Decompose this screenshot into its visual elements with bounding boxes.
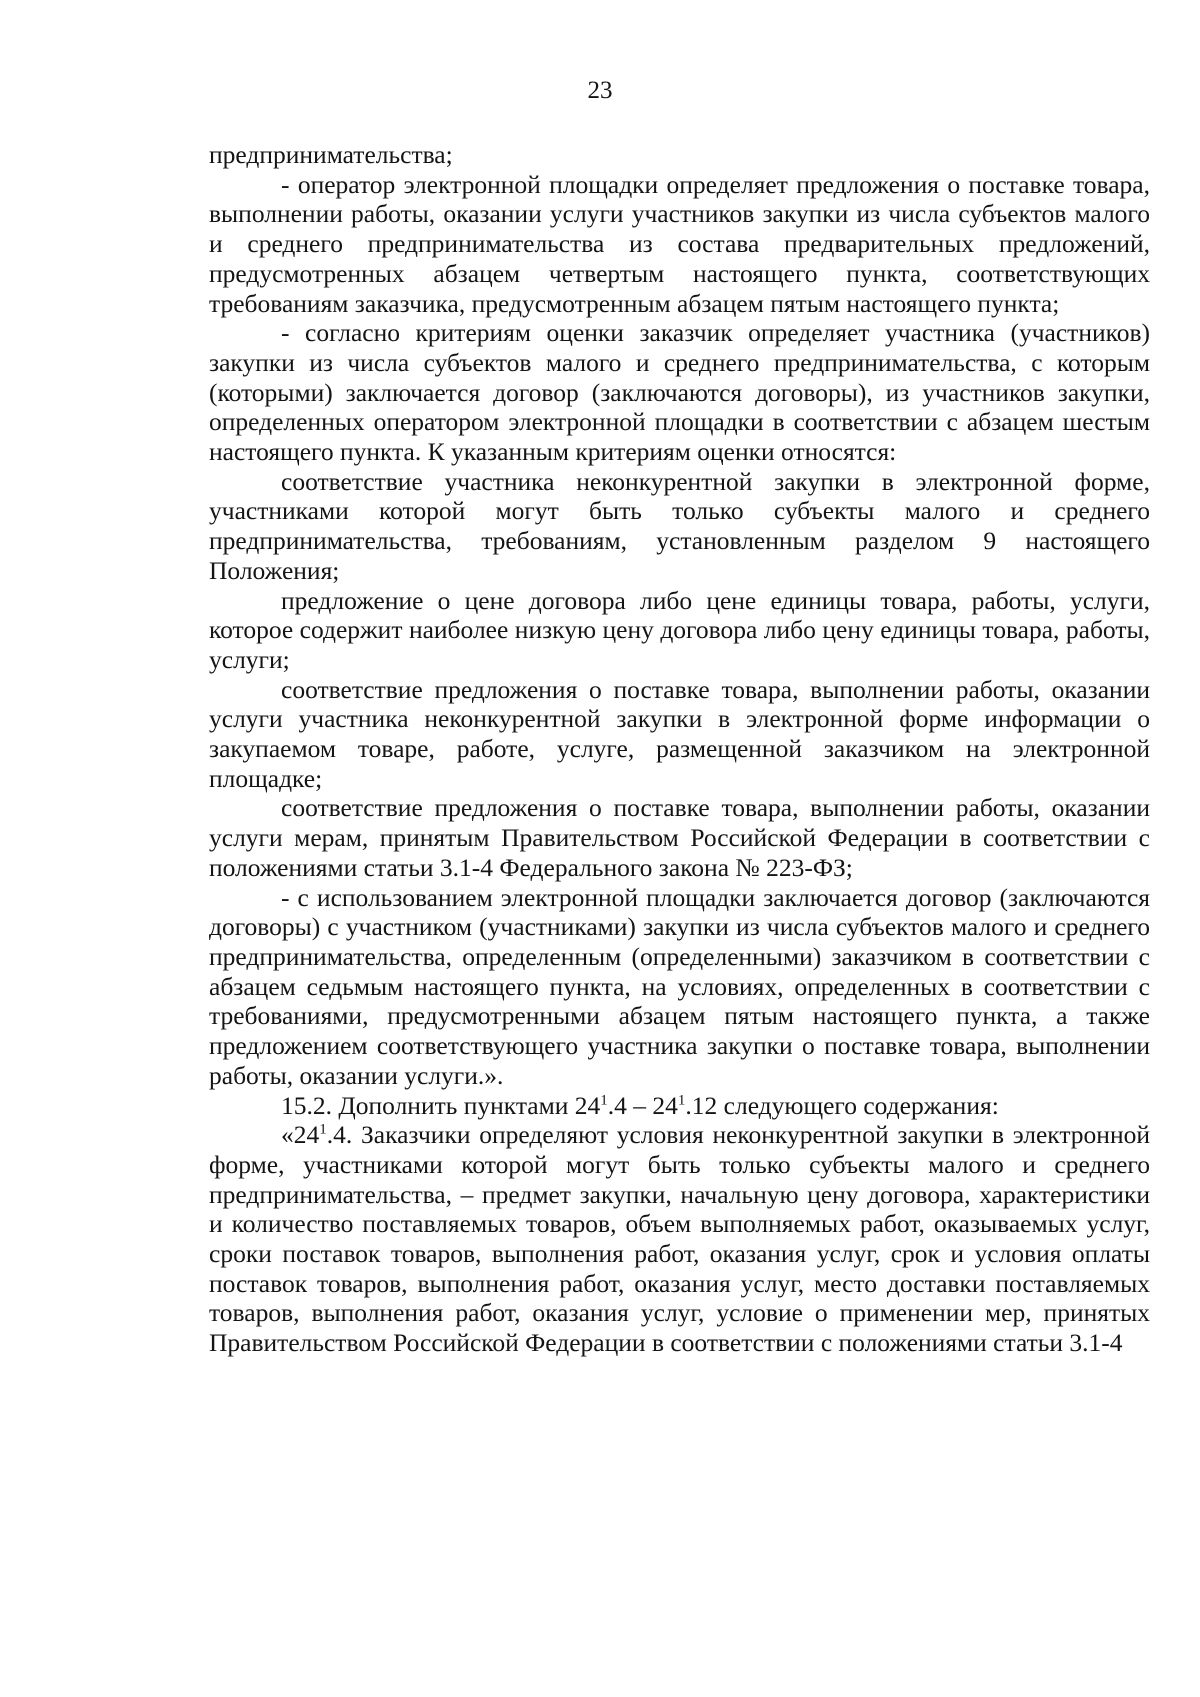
- paragraph-7: соответствие предложения о поставке товара, выполнении работы, оказании услуги мерам, принятым Правительством Российской Федерации в соответствии с положениями статьи 3.1-4 Федерального закона № 223-ФЗ;: [209, 793, 1150, 882]
- p24-superscript: 1: [319, 1121, 327, 1138]
- p15-2-part-c: .12 следующего содержания:: [685, 1090, 999, 1120]
- paragraph-6: соответствие предложения о поставке товара, выполнении работы, оказании услуги участника неконкурентной закупки в электронной форме информации о закупаемом товаре, работе, услуге, размещенной заказчиком на электронной площадке;: [209, 674, 1150, 793]
- paragraph-3: - согласно критериям оценки заказчик определяет участника (участников) закупки из числа субъектов малого и среднего предпринимательства, с которым (которыми) заключается договор (заключаются договоры), из участников закупки, определенных оператором электронной площадки в соответствии с абзацем шестым настоящего пункта. К указанным критериям оценки относятся:: [209, 318, 1150, 467]
- p15-2-part-a: 15.2. Дополнить пунктами 24: [281, 1090, 601, 1120]
- paragraph-2: - оператор электронной площадки определяет предложения о поставке товара, выполнении работы, оказании услуги участников закупки из числа субъектов малого и среднего предпринимательства из состава предварительных предложений, предусмотренных абзацем четвертым настоящего пункта, соответствующих требованиям заказчика, предусмотренным абзацем пятым настоящего пункта;: [209, 169, 1150, 318]
- paragraph-4: соответствие участника неконкурентной закупки в электронной форме, участниками которой могут быть только субъекты малого и среднего предпринимательства, требованиям, установленным разделом 9 настоящего Положения;: [209, 466, 1150, 585]
- p24-part-b: .4. Заказчики определяют условия неконкурентной закупки в электронной форме, участниками которой могут быть только субъекты малого и среднего предпринимательства, – предмет закупки, начальную цену договора, характеристики и количество поставляемых товаров, объем выполняемых работ, оказываемых услуг, сроки поставок товаров, выполнения работ, оказания услуг, срок и условия оплаты поставок товаров, выполнения работ, оказания услуг, место доставки поставляемых товаров, выполнения работ, оказания услуг, условие о применении мер, принятых Правительством Российской Федерации в соответствии с положениями статьи 3.1-4: [209, 1120, 1150, 1358]
- p15-2-part-b: .4 – 24: [607, 1090, 678, 1120]
- p24-part-a: «24: [281, 1120, 320, 1150]
- p15-2-superscript-1: 1: [600, 1092, 608, 1108]
- p15-2-superscript-2: 1: [677, 1092, 686, 1108]
- page-number: 23: [587, 77, 613, 104]
- paragraph-1: предпринимательства;: [209, 140, 453, 169]
- document-body: [209, 140, 1150, 1358]
- paragraph-24-1-4: [209, 1120, 1150, 1358]
- paragraph-15-2: [209, 1091, 1150, 1121]
- paragraph-8: - с использованием электронной площадки заключается договор (заключаются договоры) с участником (участниками) закупки из числа субъектов малого и среднего предпринимательства, определенным (определенными) заказчиком в соответствии с абзацем седьмым настоящего пункта, на условиях, определенных в соответствии с требованиями, предусмотренными абзацем пятым настоящего пункта, а также предложением соответствующего участника закупки о поставке товара, выполнении работы, оказании услуги.».: [209, 882, 1150, 1090]
- paragraph-5: предложение о цене договора либо цене единицы товара, работы, услуги, которое содержит наиболее низкую цену договора либо цену единицы товара, работы, услуги;: [209, 585, 1150, 674]
